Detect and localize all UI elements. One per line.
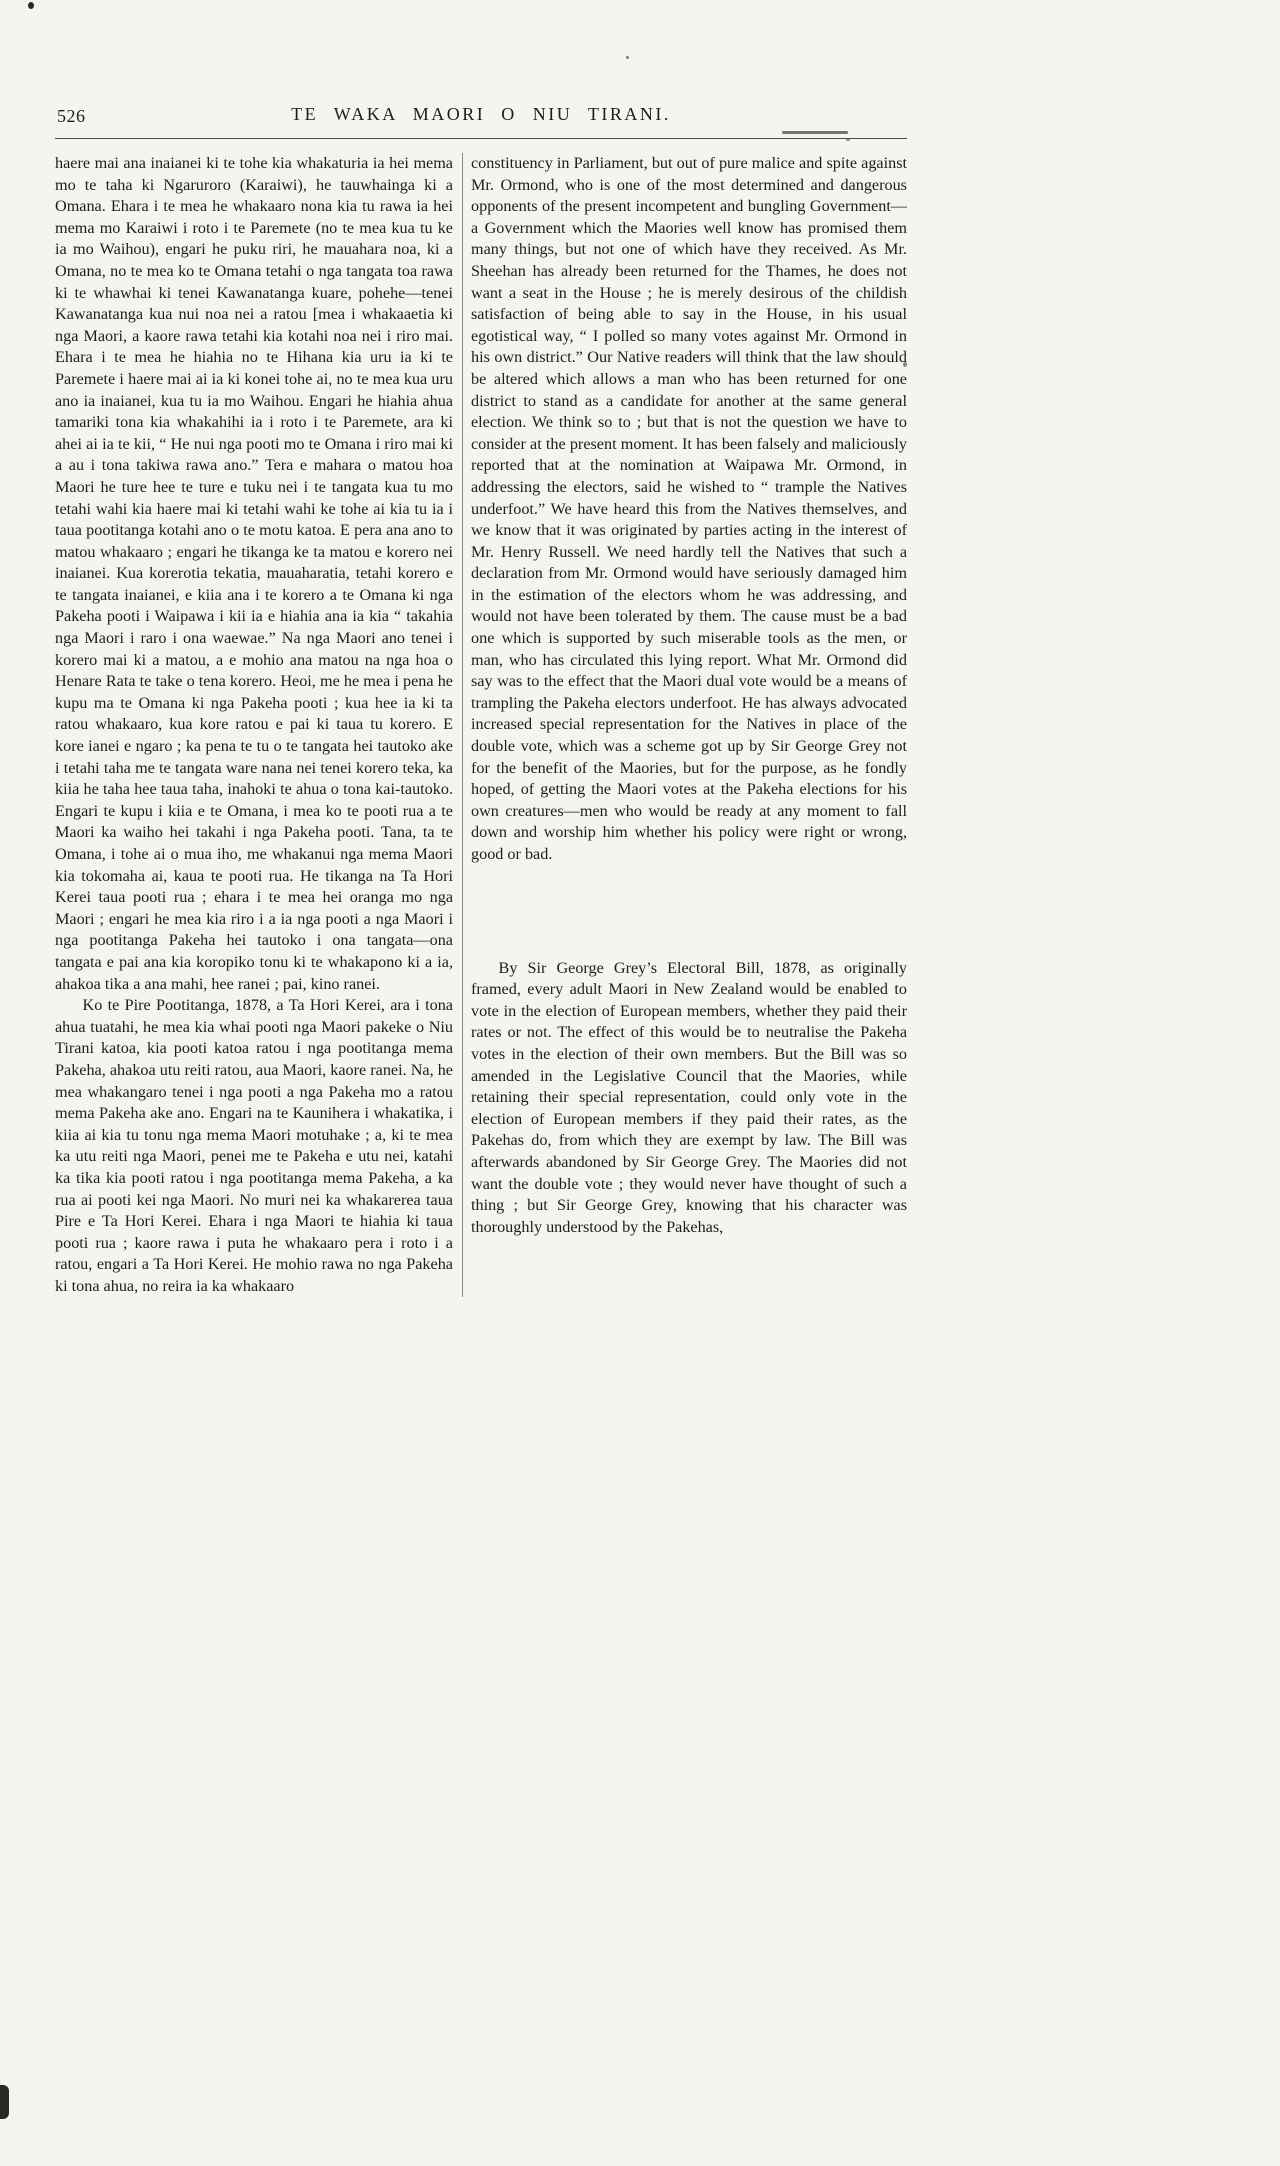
scan-artifact xyxy=(0,2085,9,2119)
columns xyxy=(55,153,907,1297)
scan-artifact xyxy=(28,2,34,9)
page-content xyxy=(55,100,907,1297)
left-column-maori-text xyxy=(55,153,453,1297)
paragraph: Ko te Pire Pootitanga, 1878, a Ta Hori Kerei, ara i tona ahua tuatahi, he mea kia whai pooti nga Maori pakeke o Niu Tirani katoa, kia pooti katoa ratou i nga pootitanga mema Pakeha, ahakoa utu reiti ratou, aua Maori, kaore ranei. Na, he mea whakangaro tenei i nga pooti a nga Pakeha mo a ratou mema Pakeha ake ano. Engari na te Kaunihera i whakatika, i kiia ai kia tu tonu nga mema Maori motuhake ; a, ki te mea ka utu reiti nga Maori, penei me te Pakeha e utu nei, katahi ka tika kia pooti ratou i nga pootitanga mema Pakeha, a ka rua ai pooti kei nga Maori. No muri nei ka whakarerea taua Pire e Ta Hori Kerei. Ehara i nga Maori te hiahia ki taua pooti rua ; kaore rawa i puta he whakaaro pera i roto i a ratou, engari a Ta Hori Kerei. He mohio rawa no nga Pakeha ki tona ahua, no reira ia ka whakaaro xyxy=(55,996,453,1295)
page-title: TE WAKA MAORI O NIU TIRANI. xyxy=(291,104,671,124)
right-column-english-text xyxy=(471,153,907,1297)
masthead xyxy=(55,100,907,134)
page-number: 526 xyxy=(57,106,86,126)
header-rule xyxy=(55,138,907,139)
scan-artifact xyxy=(626,56,629,59)
column-divider xyxy=(462,153,463,1297)
paragraph: haere mai ana inaianei ki te tohe kia whakaturia ia hei mema mo te taha ki Ngaruroro (Karaiwi), he tauwhainga ki a Omana. Ehara i te mea he whakaaro nona kia tu rawa ia hei mema mo Karaiwi i roto i te Paremete (no te mea kua tu ke ia mo Waihou), engari he puku riri, he mauahara noa, ki a Omana, no te mea ko te Omana tetahi o nga tangata toa rawa ki te whawhai ki tenei Kawanatanga kuare, pohehe—tenei Kawanatanga kua nui noa nei a ratou [mea i whakaaetia ki nga Maori, a kaore rawa tetahi kia kotahi noa nei i riro mai. Ehara i te mea he hiahia no te Hihana kia uru ia ki te Paremete i haere mai ai ia ki konei tohe ai, no te mea kua uru ano ia inaianei, kua tu ia mo Waihou. Engari he hiahia ahua tamariki tona kia whakahihi ia i roto i te Paremete, ara ki ahei ai ia te kii, “ He nui nga pooti mo te Omana i riro mai ki a au i tona takiwa rawa ano.” Tera e mahara o matou hoa Maori he ture hee te ture e tuku nei i te tangata kua tu mo tetahi wahi kia haere mai ki tetahi wahi ke tohe ai kia tu ia i taua pootitanga kotahi ano o te motu katoa. E pera ana ano to matou whakaaro ; engari he tikanga ke ta matou e korero nei inaianei. Kua korerotia tekatia, mauaharatia, tetahi korero e te tangata inaianei, e kiia ana i te korero a te Omana ki nga Pakeha pooti i Waipawa i kii ia e hiahia ana ia kia “ takahia nga Maori i raro i ona waewae.” Na nga Maori ano tenei i korero mai ki a matou, a e mohio ana matou na nga hoa o Henare Rata te take o tena korero. Heoi, me he mea i pena he kupu ma te Omana ki nga Pakeha pooti ; kua hee ia ki ta ratou whakaaro, kua kore ratou e pai ki taua tu korero. E kore ianei e ngaro ; ka pena te tu o te tangata hei tautoko ake i tetahi taha me te tangata ware nana nei tenei korero teka, ka kiia he taha hee taua taha, inahoki te ahua o tona kai-tautoko. Engari te kupu i kiia e te Omana, i mea ko te pooti rua a te Maori ka waiho hei takahi i nga Pakeha pooti. Tana, ta te Omana, i tohe ai o mua iho, me whakanui nga mema Maori kia tokomaha ai, kaua te pooti rua. He tikanga na Ta Hori Kerei taua pooti rua ; ehara i te mea hei oranga mo nga Maori ; engari he mea kia riro i a ia nga pooti a nga Maori i nga pootitanga Pakeha hei tautoko i ona tangata—ona tangata e pai ana kia koropiko tonu ki te whakapono ki a ia, ahakoa tika a ana mahi, hee ranei ; pai, kino ranei. xyxy=(55,154,453,993)
paragraph: constituency in Parliament, but out of pure malice and spite against Mr. Ormond, who is one of the most determined and dangerous opponents of the present incompetent and bungling Government—a Government which the Maories well know has promised them many things, but not one of which have they received. As Mr. Sheehan has already been returned for the Thames, he does not want a seat in the House ; he is merely desirous of the childish satisfaction of being able to say in the House, in his usual egotistical way, “ I polled so many votes against Mr. Ormond in his own district.” Our Native readers will think that the law should be altered which allows a man who has been returned for one district to stand as a candidate for another at the same general election. We think so to ; but that is not the question we have to consider at the present moment. It has been falsely and maliciously reported that at the nomination at Waipawa Mr. Ormond, in addressing the electors, said he wished to “ trample the Natives underfoot.” We have heard this from the Natives themselves, and we know that it was originated by parties acting in the interest of Mr. Henry Russell. We need hardly tell the Natives that such a declaration from Mr. Ormond would have seriously damaged him in the estimation of the electors whom he was addressing, and would not have been tolerated by them. The cause must be a bad one which is supported by such miserable tools as the men, or man, who has circulated this lying report. What Mr. Ormond did say was to the effect that the Maori dual vote would be a means of trampling the Pakeha electors underfoot. He has always advocated increased special representation for the Natives in place of the double vote, which was a scheme got up by Sir George Grey not for the benefit of the Maories, but for the purpose, as he fondly hoped, of getting the Maori votes at the Pakeha elections for his own creatures—men who would be ready at any moment to fall down and worship him whether his policy were right or wrong, good or bad. xyxy=(471,154,907,863)
paragraph: By Sir George Grey’s Electoral Bill, 1878, as originally framed, every adult Maori in New Zealand would be enabled to vote in the election of European members, whether they paid their rates or not. The effect of this would be to neutralise the Pakeha votes in the election of their own members. But the Bill was so amended in the Legislative Council that the Maories, while retaining their special representation, could only vote in the election of European members if they paid their rates, as the Pakehas do, from which they are exempt by law. The Bill was afterwards abandoned by Sir George Grey. The Maories did not want the double vote ; they would never have thought of such a thing ; but Sir George Grey, knowing that his character was thoroughly understood by the Pakehas, xyxy=(471,958,907,1236)
